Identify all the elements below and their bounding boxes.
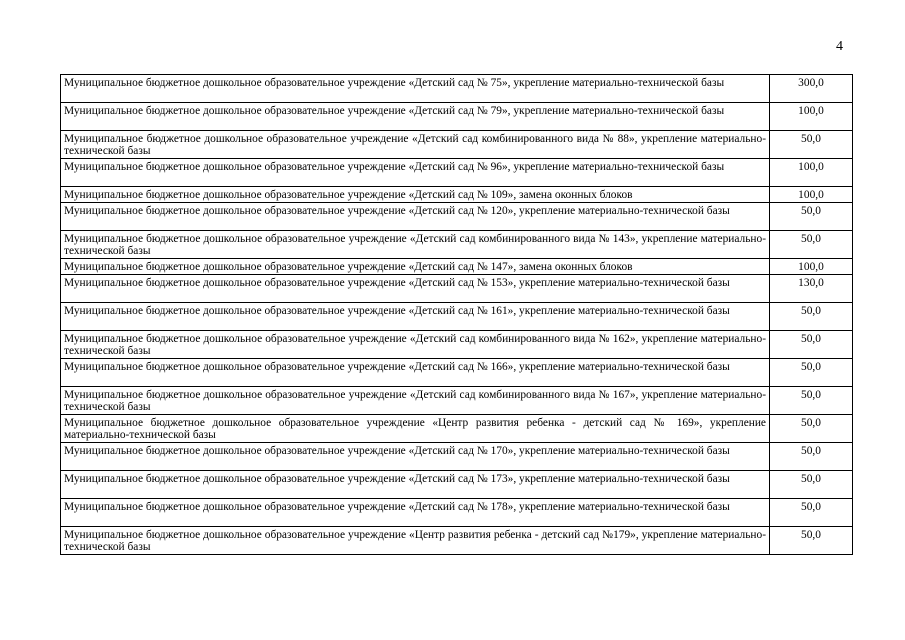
row-description: Муниципальное бюджетное дошкольное образовательное учреждение «Детский сад № 173», укрепление материально-технической базы [61,471,770,499]
row-description: Муниципальное бюджетное дошкольное образовательное учреждение «Детский сад № 161», укрепление материально-технической базы [61,303,770,331]
table-row [61,231,853,259]
row-amount: 50,0 [770,203,853,231]
row-description: Муниципальное бюджетное дошкольное образовательное учреждение «Детский сад № 170», укрепление материально-технической базы [61,443,770,471]
row-amount: 100,0 [770,159,853,187]
table-row [61,159,853,187]
row-description: Муниципальное бюджетное дошкольное образовательное учреждение «Детский сад комбинированного вида № 162», укрепление материально-технической базы [61,331,770,359]
row-amount: 50,0 [770,387,853,415]
row-description: Муниципальное бюджетное дошкольное образовательное учреждение «Детский сад комбинированного вида № 88», укрепление материально-технической базы [61,131,770,159]
row-description: Муниципальное бюджетное дошкольное образовательное учреждение «Детский сад № 96», укрепление материально-технической базы [61,159,770,187]
row-amount: 50,0 [770,471,853,499]
row-amount: 100,0 [770,187,853,203]
row-amount: 50,0 [770,415,853,443]
row-description: Муниципальное бюджетное дошкольное образовательное учреждение «Детский сад № 75», укрепление материально-технической базы [61,75,770,103]
row-amount: 50,0 [770,359,853,387]
row-description: Муниципальное бюджетное дошкольное образовательное учреждение «Детский сад № 153», укрепление материально-технической базы [61,275,770,303]
row-amount: 300,0 [770,75,853,103]
table-row [61,527,853,555]
row-description: Муниципальное бюджетное дошкольное образовательное учреждение «Детский сад № 79», укрепление материально-технической базы [61,103,770,131]
row-description: Муниципальное бюджетное дошкольное образовательное учреждение «Детский сад № 178», укрепление материально-технической базы [61,499,770,527]
table-row [61,471,853,499]
page-number: 4 [836,39,843,54]
row-description: Муниципальное бюджетное дошкольное образовательное учреждение «Детский сад № 166», укрепление материально-технической базы [61,359,770,387]
table-row [61,359,853,387]
table-row [61,387,853,415]
row-amount: 100,0 [770,103,853,131]
row-description: Муниципальное бюджетное дошкольное образовательное учреждение «Детский сад комбинированного вида № 143», укрепление материально-технической базы [61,231,770,259]
funding-table [60,74,853,555]
row-amount: 50,0 [770,527,853,555]
row-description: Муниципальное бюджетное дошкольное образовательное учреждение «Детский сад № 109», замена оконных блоков [61,187,770,203]
row-amount: 50,0 [770,499,853,527]
row-description: Муниципальное бюджетное дошкольное образовательное учреждение «Детский сад комбинированного вида № 167», укрепление материально-технической базы [61,387,770,415]
row-amount: 130,0 [770,275,853,303]
row-description: Муниципальное бюджетное дошкольное образовательное учреждение «Детский сад № 147», замена оконных блоков [61,259,770,275]
table-row [61,203,853,231]
row-amount: 50,0 [770,443,853,471]
table-row [61,187,853,203]
row-amount: 50,0 [770,231,853,259]
table-row [61,303,853,331]
table-row [61,131,853,159]
table-row [61,331,853,359]
row-description: Муниципальное бюджетное дошкольное образовательное учреждение «Центр развития ребенка - детский сад № 169», укрепление материально-технической базы [61,415,770,443]
table-row [61,275,853,303]
table-row [61,259,853,275]
row-description: Муниципальное бюджетное дошкольное образовательное учреждение «Детский сад № 120», укрепление материально-технической базы [61,203,770,231]
row-amount: 50,0 [770,331,853,359]
table-row [61,415,853,443]
table-row [61,443,853,471]
row-description: Муниципальное бюджетное дошкольное образовательное учреждение «Центр развития ребенка - детский сад №179», укрепление материально-технической базы [61,527,770,555]
table-row [61,499,853,527]
row-amount: 50,0 [770,131,853,159]
row-amount: 100,0 [770,259,853,275]
row-amount: 50,0 [770,303,853,331]
table-row [61,103,853,131]
table-row [61,75,853,103]
